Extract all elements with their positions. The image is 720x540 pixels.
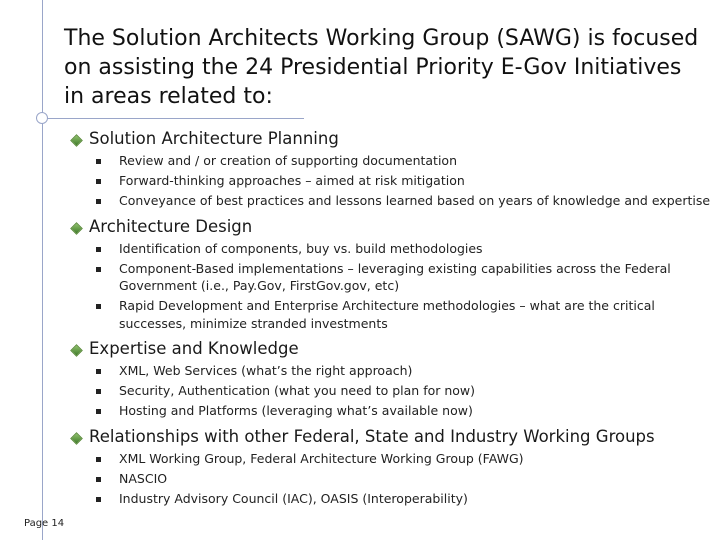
square-bullet-icon xyxy=(96,369,101,374)
list-item xyxy=(76,172,712,190)
page-number: Page 14 xyxy=(24,518,65,529)
section-heading-text: Solution Architecture Planning xyxy=(89,129,339,148)
green-diamond-bullet-icon xyxy=(70,432,83,445)
list-item xyxy=(76,297,712,332)
list-item-text: Conveyance of best practices and lessons learned based on years of knowledge and expertise xyxy=(119,193,711,208)
section-heading-text: Relationships with other Federal, State and Industry Working Groups xyxy=(89,426,655,446)
list-item xyxy=(76,362,712,380)
section-heading xyxy=(76,216,712,238)
section-block xyxy=(76,338,712,420)
list-item-text: Security, Authentication (what you need to plan for now) xyxy=(119,383,476,398)
list-item-text: NASCIO xyxy=(119,470,168,486)
slide-title: The Solution Architects Working Group (SAWG) is focused on assisting the 24 Presidential Priority E-Gov Initiatives in areas related to: xyxy=(64,26,699,109)
decorative-horizontal-line xyxy=(36,118,304,119)
list-item-text: Rapid Development and Enterprise Architecture methodologies – what are the critical successes, minimize stranded investments xyxy=(119,298,655,331)
square-bullet-icon xyxy=(96,179,101,184)
sub-bullet-list xyxy=(76,240,712,333)
section-block xyxy=(76,426,712,508)
green-diamond-bullet-icon xyxy=(70,134,83,147)
sub-bullet-list xyxy=(76,450,712,508)
square-bullet-icon xyxy=(96,159,101,164)
list-item-text: Component-Based implementations – leveraging existing capabilities across the Federal Government (i.e., Pay.Gov, FirstGov.gov, etc) xyxy=(119,260,671,293)
section-heading-text: Architecture Design xyxy=(89,216,253,236)
section-heading xyxy=(76,128,712,150)
list-item-text: XML Working Group, Federal Architecture Working Group (FAWG) xyxy=(119,450,524,466)
list-item xyxy=(76,450,712,468)
decorative-vertical-line xyxy=(42,0,43,540)
square-bullet-icon xyxy=(96,497,101,502)
square-bullet-icon xyxy=(96,267,101,272)
sub-bullet-list xyxy=(76,362,712,420)
list-item-text: Hosting and Platforms (leveraging what’s available now) xyxy=(119,403,473,418)
list-item xyxy=(76,382,712,400)
decorative-ring-icon xyxy=(36,112,48,124)
square-bullet-icon xyxy=(96,409,101,414)
green-diamond-bullet-icon xyxy=(70,344,83,357)
section-block xyxy=(76,216,712,333)
section-heading xyxy=(76,426,712,448)
sub-bullet-list xyxy=(76,152,712,210)
square-bullet-icon xyxy=(96,389,101,394)
green-diamond-bullet-icon xyxy=(70,222,83,235)
list-item xyxy=(76,152,712,170)
section-heading xyxy=(76,338,712,360)
list-item-text: Industry Advisory Council (IAC), OASIS (Interoperability) xyxy=(119,490,468,506)
list-item-text: Identification of components, buy vs. build methodologies xyxy=(119,240,483,256)
list-item xyxy=(76,192,712,210)
list-item xyxy=(76,490,712,508)
list-item-text: XML, Web Services (what’s the right approach) xyxy=(119,363,413,378)
square-bullet-icon xyxy=(96,457,101,462)
square-bullet-icon xyxy=(96,247,101,252)
slide-content xyxy=(76,128,712,513)
square-bullet-icon xyxy=(96,199,101,204)
list-item xyxy=(76,260,712,295)
list-item-text: Forward-thinking approaches – aimed at risk mitigation xyxy=(119,173,465,188)
list-item xyxy=(76,470,712,488)
section-block xyxy=(76,128,712,210)
square-bullet-icon xyxy=(96,477,101,482)
section-heading-text: Expertise and Knowledge xyxy=(89,339,299,358)
list-item xyxy=(76,240,712,258)
list-item xyxy=(76,402,712,420)
list-item-text: Review and / or creation of supporting documentation xyxy=(119,153,458,168)
square-bullet-icon xyxy=(96,304,101,309)
